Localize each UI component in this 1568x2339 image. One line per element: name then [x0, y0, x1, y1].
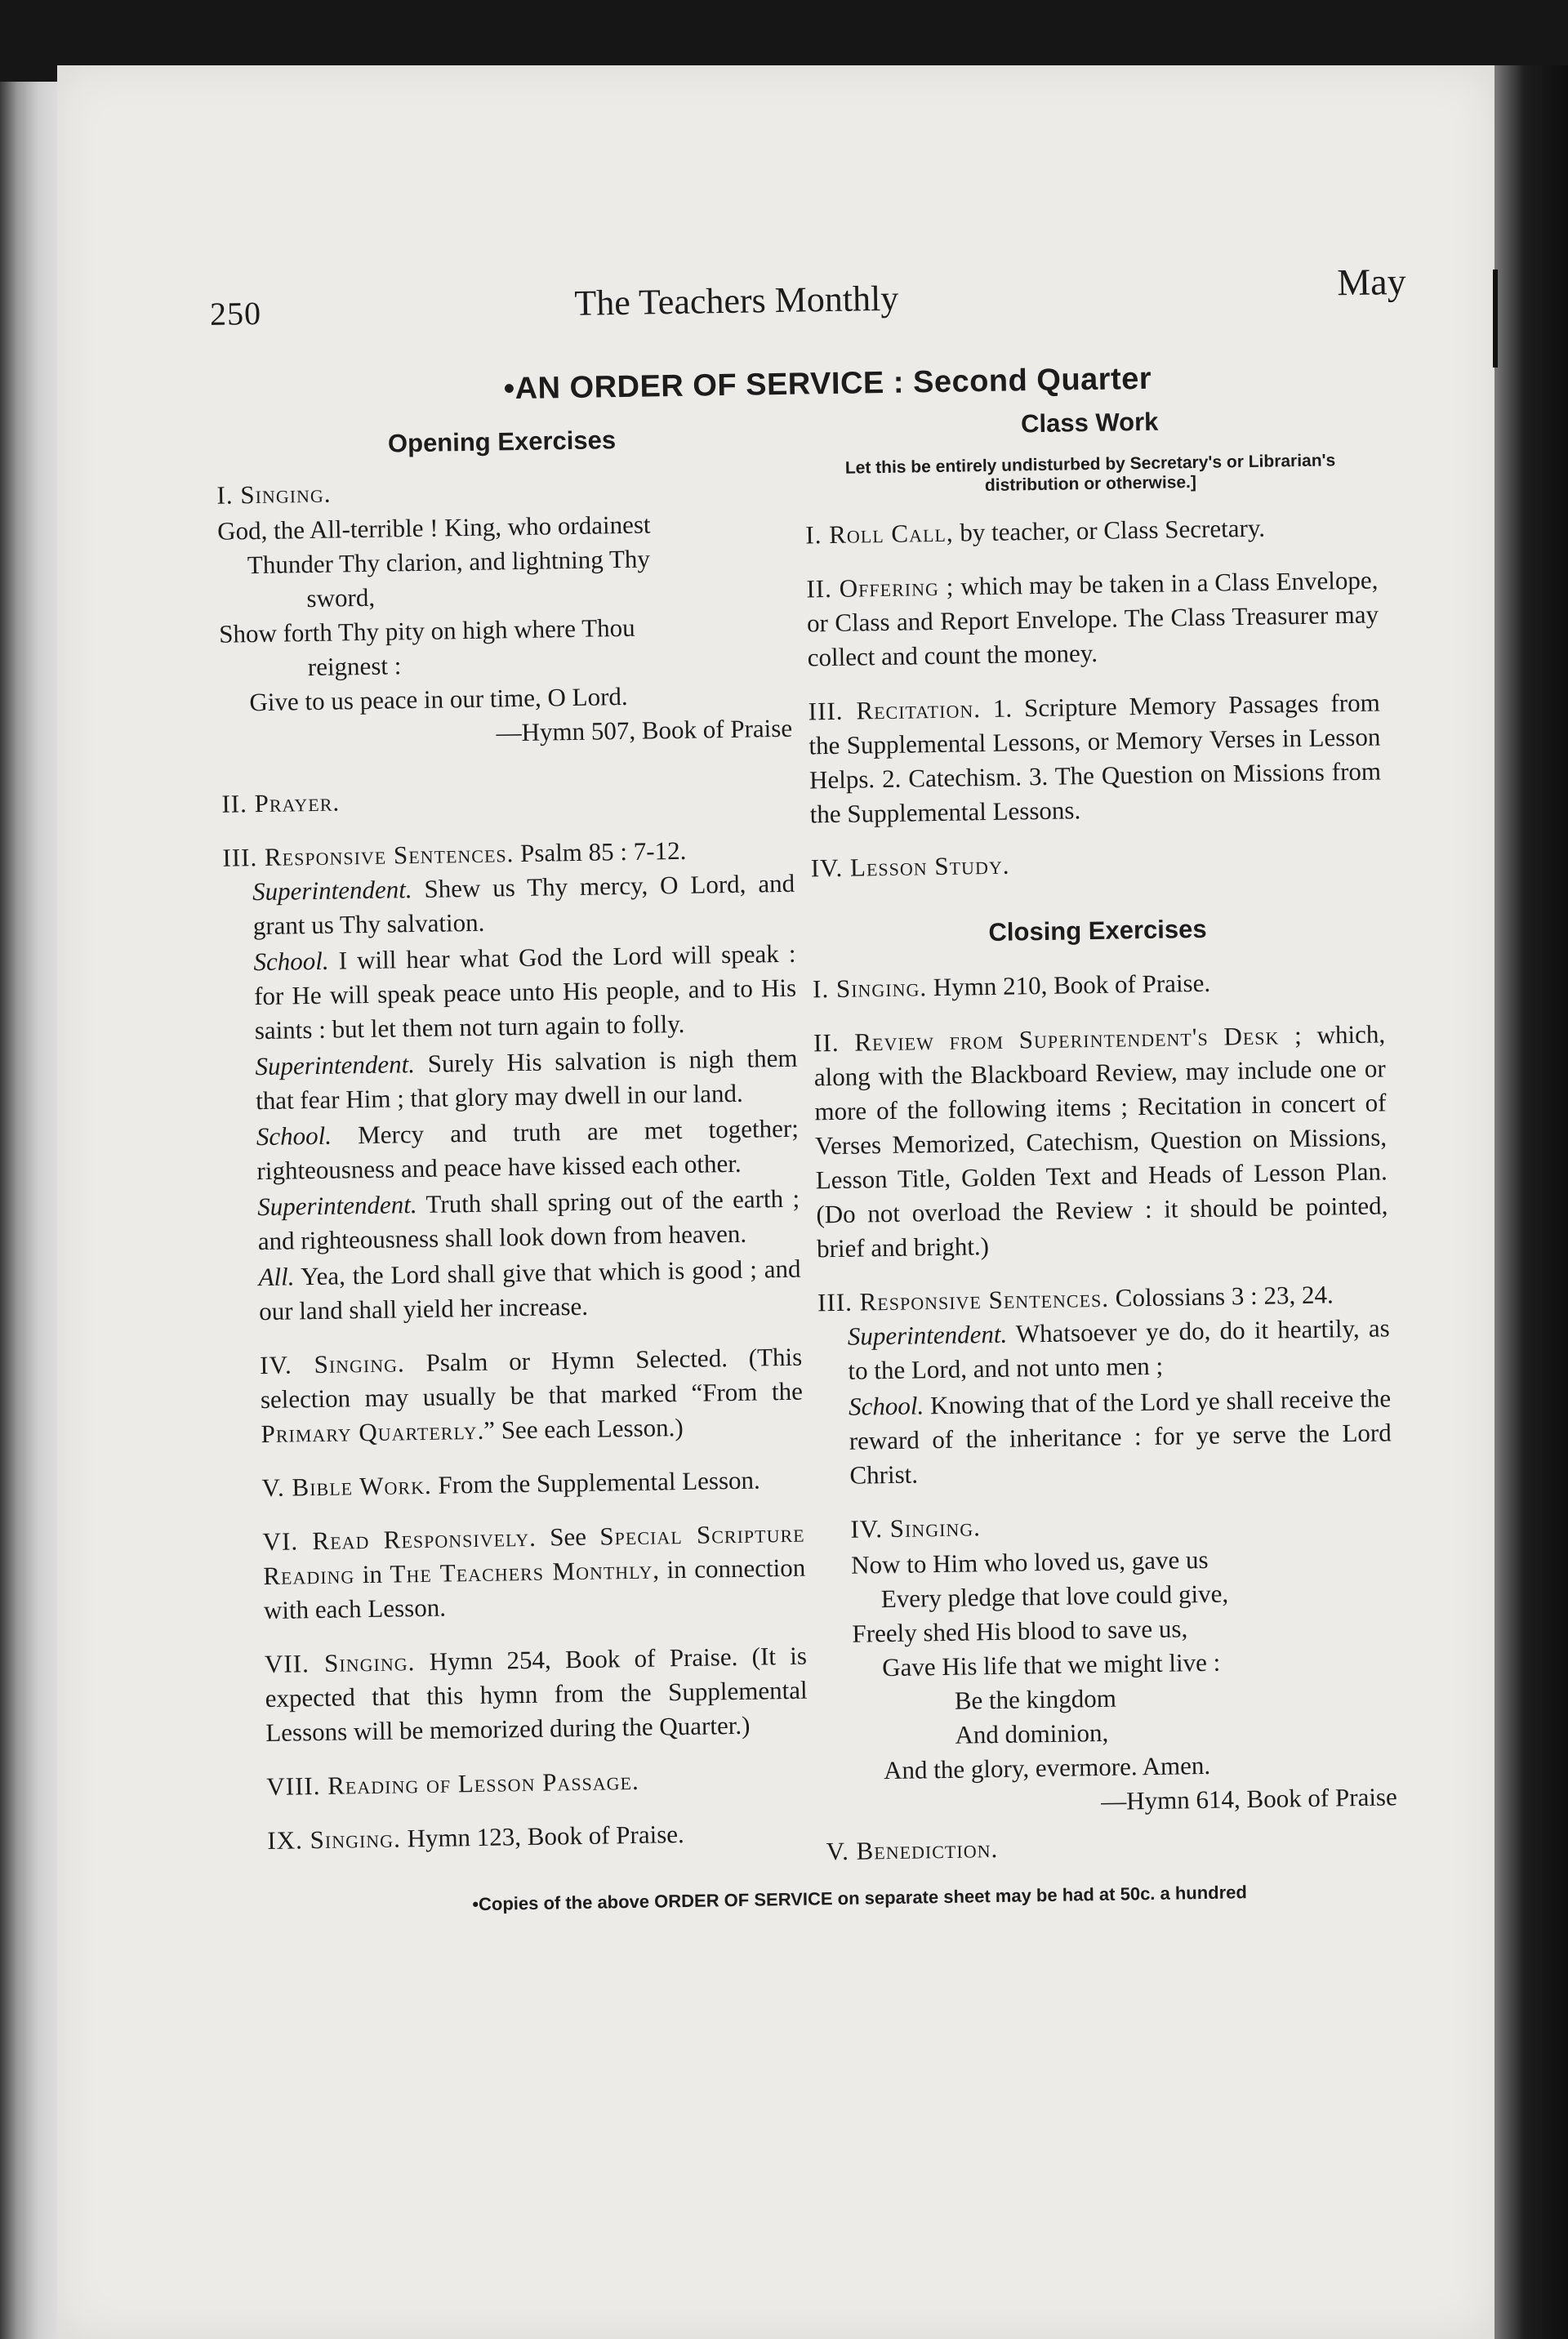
page-content: [147, 194, 1434, 2117]
item-text: Psalm or Hymn Selected. (This selection may usually be that marked “From the: [260, 1342, 804, 1415]
page-edge-mark: [1493, 270, 1498, 368]
verse-line: God, the All-terrible ! King, who ordainest: [216, 510, 651, 546]
response-text: Knowing that of the Lord ye shall receive the reward of the inheritance : for ye serve the Lord Christ.: [849, 1383, 1392, 1490]
footnote: •Copies of the above ORDER OF SERVICE on separate sheet may be had at 50c. a hundred: [472, 1882, 1248, 1915]
running-month: May: [1336, 260, 1406, 304]
recitation: [808, 685, 1382, 831]
roll-call: [805, 509, 1378, 552]
item-text: From the Supplemental Lesson.: [438, 1465, 760, 1499]
page-title: •AN ORDER OF SERVICE : Second Quarter: [503, 361, 1152, 407]
response-text: Whatsoever ye do, do it heartily, as to the Lord, and not unto men ;: [848, 1313, 1390, 1385]
item-text-smallcaps: The Teachers Monthly: [390, 1555, 653, 1588]
item-label: I. Singing.: [812, 973, 928, 1004]
responsive-parts: [223, 867, 802, 1330]
response-text: Yea, the Lord shall give that which is good ; and our land shall yield her increase.: [258, 1254, 801, 1326]
responsive-parts: [817, 1311, 1392, 1493]
hymn-attribution: —Hymn 507, Book of Praise: [496, 713, 793, 747]
closing-exercises-heading: Closing Exercises: [988, 914, 1207, 947]
item-label: VII. Singing.: [264, 1647, 416, 1679]
left-column: [150, 411, 810, 1879]
speaker: Superintendent.: [255, 1049, 416, 1081]
item-text: which, along with the Blackboard Review, may include one or more of the following items ; Recitation in concert of Verses Memorized, Catechism, Question on Missions, Lesson Title, Golden Text and Heads of Lesson Plan. (Do not overload the Review : it should be pointed, brief and bright.): [813, 1019, 1388, 1263]
verse-line: sword,: [306, 582, 376, 613]
responsive-ref: Psalm 85 : 7-12.: [519, 835, 687, 868]
hymn-verse: [217, 506, 793, 755]
prayer-item: II. Prayer.: [221, 787, 341, 818]
verse-line: And the glory, evermore. Amen.: [883, 1750, 1211, 1785]
singing-vii: [235, 1639, 808, 1751]
verse-line: Now to Him who loved us, gave us: [850, 1544, 1209, 1579]
item-text: Hymn 123, Book of Praise.: [407, 1820, 685, 1853]
response-text: Surely His salvation is nigh them that fear Him ; that glory may dwell in our land.: [255, 1043, 798, 1116]
closing-singing: [813, 963, 1385, 1006]
verse-line: Freely shed His blood to save us,: [852, 1614, 1188, 1648]
lesson-study: IV. Lesson Study.: [810, 850, 1010, 883]
hymn-attribution: —Hymn 614, Book of Praise: [1100, 1782, 1397, 1816]
class-work-heading: Class Work: [1020, 407, 1159, 439]
page-number: 250: [209, 294, 262, 332]
item-label: V. Bible Work.: [261, 1470, 432, 1503]
closing-responsive: [817, 1276, 1392, 1493]
item-text-smallcaps: Primary Quarterly: [261, 1415, 478, 1449]
responsive-label: III. Responsive Sentences.: [222, 839, 514, 872]
opening-exercises-heading: Opening Exercises: [387, 425, 617, 458]
response-text: Shew us Thy mercy, O Lord, and grant us Thy salvation.: [252, 868, 795, 941]
verse-line: Gave His life that we might live :: [881, 1647, 1221, 1682]
speaker: School.: [848, 1391, 924, 1421]
responsive-ref: Colossians 3 : 23, 24.: [1115, 1280, 1334, 1312]
item-label: I. Roll Call,: [805, 518, 954, 550]
offering: [806, 563, 1379, 675]
facing-page-edge: [1494, 65, 1568, 2339]
item-label: IV. Singing.: [259, 1348, 406, 1380]
running-title: The Teachers Monthly: [574, 278, 899, 323]
speaker: All.: [258, 1262, 295, 1292]
item-label: II. Offering ;: [806, 572, 955, 604]
class-work-note: Let this be entirely undisturbed by Secretary's or Librarian's distribution or otherwise.]: [844, 451, 1336, 496]
item-label: VI. Read Responsively.: [262, 1522, 537, 1557]
verse-line: Every pledge that love could give,: [880, 1579, 1229, 1614]
item-label: IV. Singing.: [850, 1513, 982, 1544]
item-text: 1. Scripture Memory Passages from the Supplemental Lessons, or Memory Verses in Lesson Helps. 2. Catechism. 3. The Question on Missions from the Supplemental Lessons.: [808, 688, 1382, 829]
responsive-sentences: [222, 832, 801, 1330]
item-label: III. Recitation.: [808, 694, 982, 726]
verse-line: reignest :: [307, 651, 402, 682]
item-text: .” See each Lesson.): [477, 1412, 684, 1445]
closing-hymn: [821, 1504, 1397, 1823]
item-text: which may be taken in a Class Envelope, or Class and Report Envelope. The Class Treasurer may collect and count the money.: [806, 565, 1379, 672]
reading-lesson-passage: VIII. Reading of Lesson Passage.: [266, 1766, 639, 1802]
hymn-verse: [822, 1539, 1397, 1823]
running-header: [147, 194, 1406, 332]
item-label: IX. Singing.: [267, 1824, 402, 1856]
two-column-body: [150, 401, 1431, 1879]
speaker: Superintendent.: [252, 875, 412, 907]
response-text: Truth shall spring out of the earth ; and righteousness shall look down from heaven.: [257, 1183, 800, 1256]
response-text: Mercy and truth are met together; righteousness and peace have kissed each other.: [256, 1113, 800, 1186]
item-text: See: [549, 1521, 600, 1552]
item-text-smallcaps: Special Scripture Reading: [263, 1518, 805, 1591]
bible-work: [232, 1463, 804, 1506]
speaker: School.: [253, 946, 329, 977]
responsive-label: III. Responsive Sentences.: [817, 1283, 1110, 1317]
item-text: in: [354, 1559, 390, 1589]
verse-line: Thunder Thy clarion, and lightning Thy: [247, 544, 651, 580]
speaker: School.: [256, 1120, 332, 1152]
opening-singing: [216, 470, 792, 755]
review: [813, 1017, 1389, 1266]
item-text: by teacher, or Class Secretary.: [960, 513, 1266, 547]
singing-iv: [230, 1340, 804, 1452]
response-text: I will hear what God the Lord will speak : for He will speak peace unto His people, and to His saints : but let them not turn again to folly.: [253, 938, 797, 1045]
verse-line: Be the kingdom: [954, 1683, 1117, 1715]
verse-line: And dominion,: [955, 1717, 1109, 1749]
verse-line: Show forth Thy pity on high where Thou: [218, 613, 635, 648]
item-text: , in connection with each Lesson.: [263, 1553, 806, 1625]
read-responsively: [233, 1517, 806, 1628]
speaker: Superintendent.: [847, 1319, 1008, 1351]
speaker: Superintendent.: [256, 1190, 417, 1222]
item-label: II. Review from Superintendent's Desk ;: [813, 1021, 1303, 1058]
benediction: V. Benediction.: [826, 1833, 999, 1866]
verse-line: Give to us peace in our time, O Lord.: [249, 681, 628, 717]
item-text: Hymn 210, Book of Praise.: [933, 968, 1211, 1002]
singing-ix: [238, 1816, 810, 1859]
right-column: [804, 401, 1431, 1869]
opening-singing-label: I. Singing.: [216, 479, 332, 510]
item-text: Hymn 254, Book of Praise. (It is expected that this hymn from the Supplemental Lessons will be memorized during the Quarter.): [265, 1641, 808, 1748]
